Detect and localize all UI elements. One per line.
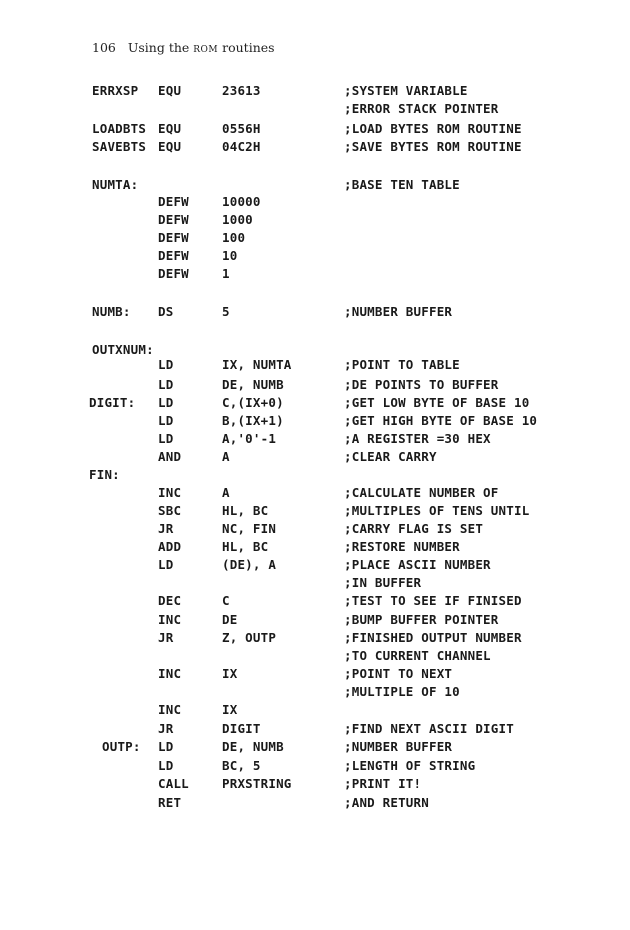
code-label: NUMTA:	[92, 177, 139, 192]
code-comment: ;TO CURRENT CHANNEL	[344, 648, 491, 663]
code-operand: A	[222, 449, 230, 464]
code-operand: IX	[222, 702, 238, 717]
code-operand: IX	[222, 666, 238, 681]
code-comment: ;LENGTH OF STRING	[344, 758, 476, 773]
code-opcode: DEFW	[158, 230, 189, 245]
code-operand: IX, NUMTA	[222, 357, 292, 372]
code-operand: 1000	[222, 212, 253, 227]
code-comment: ;MULTIPLES OF TENS UNTIL	[344, 503, 530, 518]
code-comment: ;CALCULATE NUMBER OF	[344, 485, 499, 500]
code-opcode: EQU	[158, 139, 182, 154]
code-operand: 10000	[222, 194, 261, 209]
code-comment: ;CARRY FLAG IS SET	[344, 521, 484, 536]
code-operand: 23613	[222, 83, 261, 98]
code-opcode: CALL	[158, 776, 189, 791]
code-operand: B,(IX+1)	[222, 413, 284, 428]
code-opcode: LD	[158, 413, 174, 428]
code-opcode: LD	[158, 395, 174, 410]
code-operand: 1	[222, 266, 230, 281]
code-operand: A	[222, 485, 230, 500]
code-opcode: DEFW	[158, 194, 189, 209]
code-comment: ;NUMBER BUFFER	[344, 304, 453, 319]
code-label: LOADBTS	[92, 121, 147, 136]
code-opcode: LD	[158, 739, 174, 754]
code-comment: ;PRINT IT!	[344, 776, 422, 791]
code-comment: ;SAVE BYTES ROM ROUTINE	[344, 139, 522, 154]
page-number: 106	[92, 40, 116, 55]
code-label: DIGIT:	[89, 395, 136, 410]
code-operand: 04C2H	[222, 139, 261, 154]
code-comment: ;GET LOW BYTE OF BASE 10	[344, 395, 530, 410]
code-operand: 0556H	[222, 121, 261, 136]
code-comment: ;POINT TO TABLE	[344, 357, 460, 372]
code-comment: ;POINT TO NEXT	[344, 666, 453, 681]
code-opcode: INC	[158, 702, 182, 717]
code-operand: NC, FIN	[222, 521, 277, 536]
code-operand: DE, NUMB	[222, 377, 284, 392]
code-opcode: LD	[158, 357, 174, 372]
running-title-post: routines	[218, 40, 275, 55]
code-comment: ;TEST TO SEE IF FINISED	[344, 593, 522, 608]
code-comment: ;A REGISTER =30 HEX	[344, 431, 491, 446]
code-comment: ;LOAD BYTES ROM ROUTINE	[344, 121, 522, 136]
code-comment: ;ERROR STACK POINTER	[344, 101, 499, 116]
code-label: OUTXNUM:	[92, 342, 154, 357]
code-operand: 10	[222, 248, 238, 263]
running-title-rom: ROM	[193, 45, 219, 55]
code-operand: HL, BC	[222, 503, 269, 518]
code-operand: 100	[222, 230, 246, 245]
code-comment: ;RESTORE NUMBER	[344, 539, 460, 554]
code-comment: ;GET HIGH BYTE OF BASE 10	[344, 413, 538, 428]
code-opcode: LD	[158, 377, 174, 392]
code-opcode: DEC	[158, 593, 182, 608]
code-comment: ;IN BUFFER	[344, 575, 422, 590]
code-opcode: DEFW	[158, 266, 189, 281]
code-comment: ;FIND NEXT ASCII DIGIT	[344, 721, 514, 736]
code-label: FIN:	[89, 467, 120, 482]
code-opcode: JR	[158, 721, 174, 736]
code-opcode: JR	[158, 521, 174, 536]
code-operand: HL, BC	[222, 539, 269, 554]
code-label: OUTP:	[102, 739, 141, 754]
code-opcode: SBC	[158, 503, 182, 518]
code-label: ERRXSP	[92, 83, 139, 98]
code-opcode: RET	[158, 795, 182, 810]
code-opcode: INC	[158, 612, 182, 627]
code-opcode: LD	[158, 758, 174, 773]
code-comment: ;DE POINTS TO BUFFER	[344, 377, 499, 392]
code-operand: PRXSTRING	[222, 776, 292, 791]
code-comment: ;CLEAR CARRY	[344, 449, 437, 464]
code-opcode: AND	[158, 449, 182, 464]
code-comment: ;NUMBER BUFFER	[344, 739, 453, 754]
code-operand: 5	[222, 304, 230, 319]
code-comment: ;FINISHED OUTPUT NUMBER	[344, 630, 522, 645]
code-opcode: DEFW	[158, 248, 189, 263]
code-operand: DIGIT	[222, 721, 261, 736]
code-opcode: INC	[158, 666, 182, 681]
code-operand: A,'0'-1	[222, 431, 277, 446]
running-title-pre: Using the	[127, 40, 194, 55]
code-comment: ;AND RETURN	[344, 795, 429, 810]
code-label: SAVEBTS	[92, 139, 147, 154]
code-operand: C	[222, 593, 230, 608]
code-opcode: EQU	[158, 83, 182, 98]
code-comment: ;BASE TEN TABLE	[344, 177, 460, 192]
code-opcode: DS	[158, 304, 174, 319]
code-opcode: LD	[158, 431, 174, 446]
code-opcode: INC	[158, 485, 182, 500]
code-operand: DE, NUMB	[222, 739, 284, 754]
code-opcode: LD	[158, 557, 174, 572]
code-label: NUMB:	[92, 304, 131, 319]
code-operand: Z, OUTP	[222, 630, 277, 645]
code-opcode: DEFW	[158, 212, 189, 227]
code-comment: ;SYSTEM VARIABLE	[344, 83, 468, 98]
code-comment: ;MULTIPLE OF 10	[344, 684, 460, 699]
code-operand: BC, 5	[222, 758, 261, 773]
code-opcode: ADD	[158, 539, 182, 554]
code-opcode: EQU	[158, 121, 182, 136]
code-comment: ;BUMP BUFFER POINTER	[344, 612, 499, 627]
code-operand: C,(IX+0)	[222, 395, 284, 410]
code-comment: ;PLACE ASCII NUMBER	[344, 557, 491, 572]
code-opcode: JR	[158, 630, 174, 645]
code-operand: (DE), A	[222, 557, 277, 572]
code-operand: DE	[222, 612, 238, 627]
